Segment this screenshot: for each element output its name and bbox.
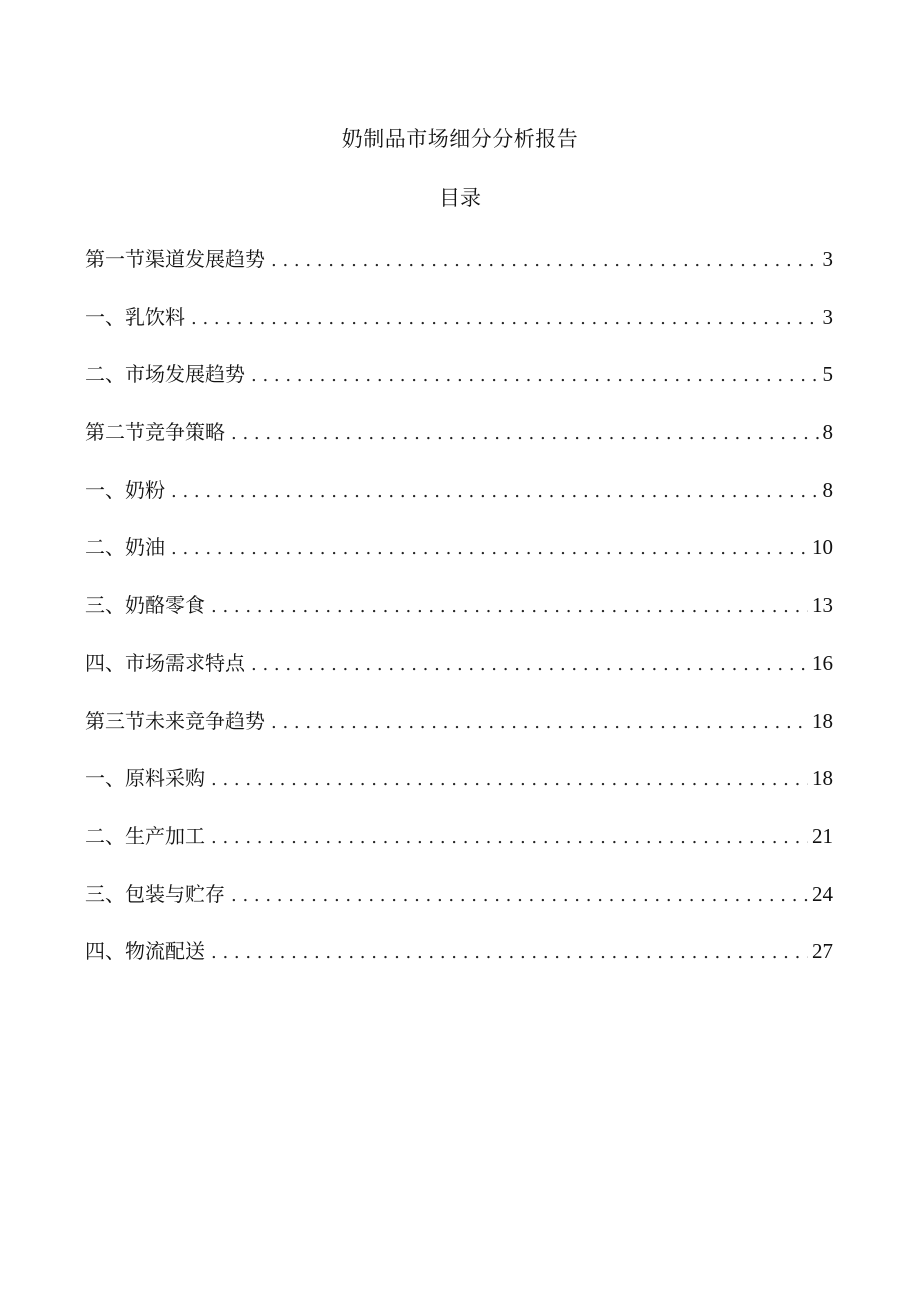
toc-entry-label: 第一节渠道发展趋势: [85, 247, 265, 271]
toc-dot-leader: [251, 361, 819, 391]
toc-entry-page: 5: [822, 362, 833, 387]
toc-entry[interactable]: [85, 302, 833, 360]
toc-entry-label: 二、奶油: [85, 535, 165, 560]
toc-entry-page: 8: [822, 477, 833, 502]
toc-entry-page: 27: [812, 939, 833, 964]
toc-entry[interactable]: [85, 475, 833, 533]
toc-entry[interactable]: [85, 706, 833, 764]
toc-entry-page: 24: [812, 881, 833, 906]
toc-entry-page: 10: [812, 535, 833, 560]
toc-entry-label: 二、市场发展趋势: [85, 362, 245, 387]
document-title: 奶制品市场细分分析报告: [341, 127, 579, 151]
toc-dot-leader: [231, 881, 808, 911]
toc-entry-label: 三、奶酪零食: [85, 593, 205, 618]
toc-dot-leader: [211, 938, 808, 968]
toc-entry[interactable]: [85, 417, 833, 475]
toc-entry[interactable]: [85, 648, 833, 706]
toc-entry-page: 18: [812, 708, 833, 733]
toc-entry-page: 21: [812, 823, 833, 848]
toc-entry-page: 8: [822, 420, 833, 445]
toc-entry[interactable]: [85, 244, 833, 302]
toc-entry-label: 三、包装与贮存: [85, 881, 225, 906]
toc-dot-leader: [191, 304, 819, 334]
toc-entry[interactable]: [85, 359, 833, 417]
toc-dot-leader: [211, 765, 808, 795]
toc-entry-label: 四、物流配送: [85, 939, 205, 964]
toc-heading: 目录: [439, 186, 481, 210]
table-of-contents: [85, 244, 833, 994]
toc-entry-label: 四、市场需求特点: [85, 650, 245, 675]
toc-entry[interactable]: [85, 936, 833, 994]
toc-entry-page: 18: [812, 766, 833, 791]
toc-dot-leader: [271, 708, 808, 738]
toc-entry-label: 一、奶粉: [85, 477, 165, 502]
toc-dot-leader: [211, 823, 808, 853]
toc-entry-label: 第二节竞争策略: [85, 420, 225, 445]
toc-dot-leader: [211, 592, 808, 622]
toc-entry-page: 16: [812, 650, 833, 675]
toc-entry[interactable]: [85, 763, 833, 821]
toc-entry-page: 3: [822, 247, 833, 271]
toc-entry-label: 第三节未来竞争趋势: [85, 708, 265, 733]
toc-dot-leader: [231, 419, 819, 449]
toc-entry[interactable]: [85, 590, 833, 648]
toc-entry[interactable]: [85, 879, 833, 937]
toc-dot-leader: [271, 246, 819, 276]
toc-dot-leader: [171, 534, 808, 564]
toc-entry-label: 一、乳饮料: [85, 304, 185, 329]
toc-entry-page: 13: [812, 593, 833, 618]
toc-entry-label: 一、原料采购: [85, 766, 205, 791]
toc-entry-label: 二、生产加工: [85, 823, 205, 848]
toc-dot-leader: [251, 650, 808, 680]
toc-entry[interactable]: [85, 532, 833, 590]
toc-dot-leader: [171, 477, 819, 507]
toc-entry[interactable]: [85, 821, 833, 879]
toc-entry-page: 3: [822, 304, 833, 329]
